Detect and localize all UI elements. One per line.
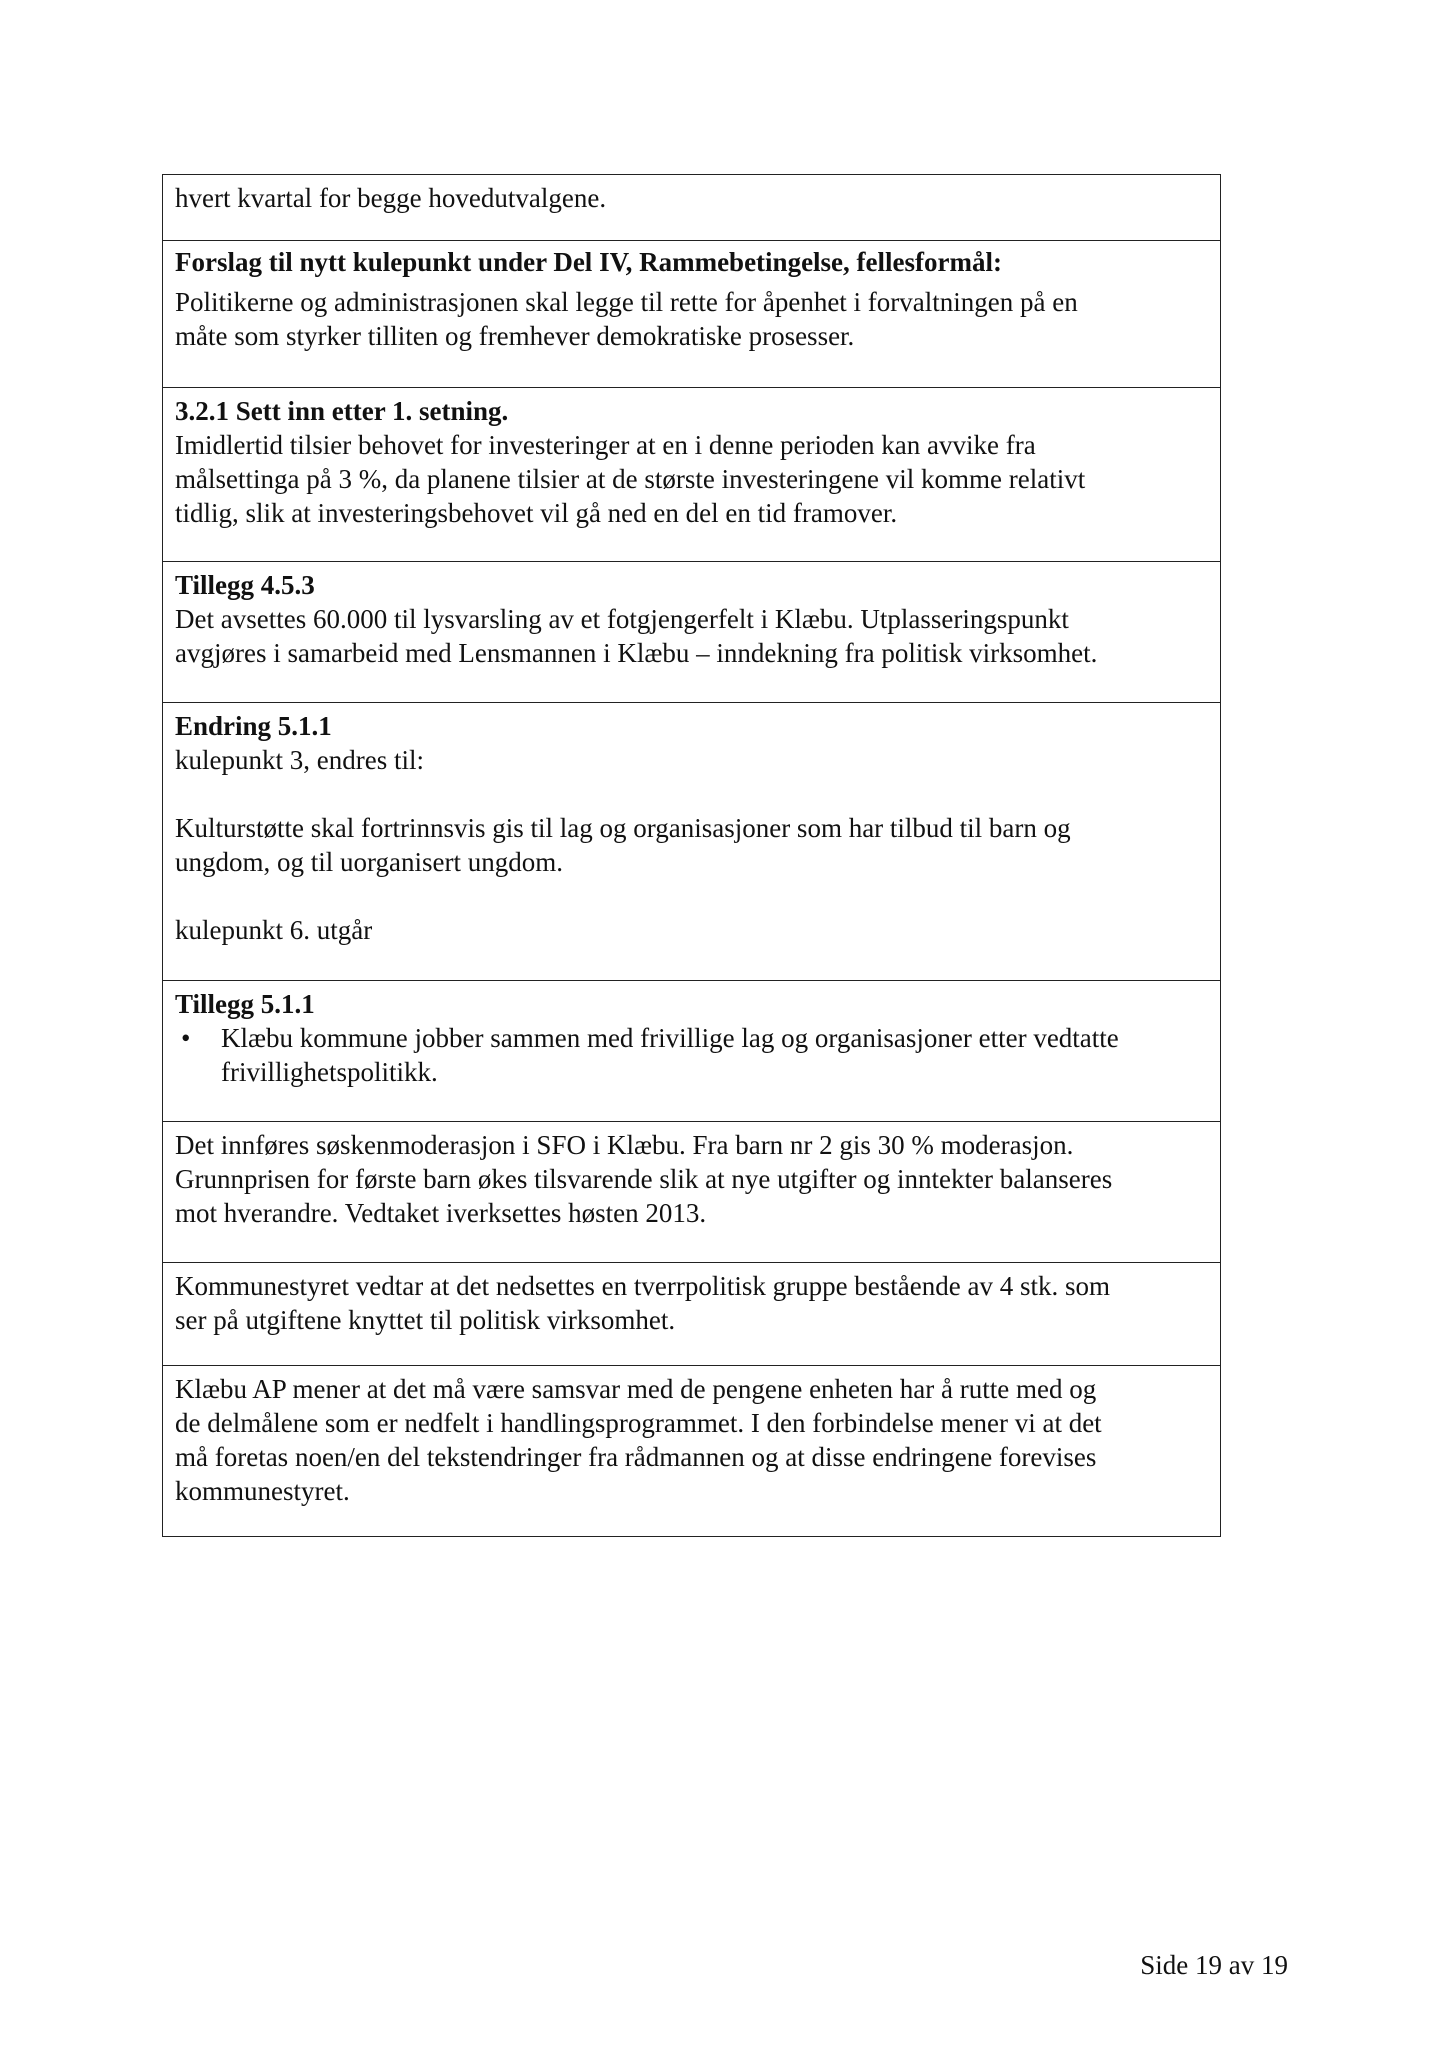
- section-heading: 3.2.1 Sett inn etter 1. setning.: [175, 396, 509, 426]
- body-line: avgjøres i samarbeid med Lensmannen i Klæbu – inndekning fra politisk virksomhet.: [175, 638, 1098, 668]
- bullet-icon: •: [181, 1023, 191, 1053]
- body-line: ungdom, og til uorganisert ungdom.: [175, 847, 563, 877]
- section-sfo-moderasjon: [163, 1121, 1220, 1262]
- body-line: målsettinga på 3 %, da planene tilsier at de største investeringene vil komme relativt: [175, 464, 1086, 494]
- section-heading: Endring 5.1.1: [175, 711, 332, 741]
- amendments-table: [162, 174, 1221, 1537]
- bullet-item: [175, 1021, 1208, 1089]
- body-line: Det avsettes 60.000 til lysvarsling av et fotgjengerfelt i Klæbu. Utplasseringspunkt: [175, 604, 1069, 634]
- spacer: [175, 777, 1208, 811]
- body-line: måte som styrker tilliten og fremhever demokratiske prosesser.: [175, 321, 855, 351]
- body-line: må foretas noen/en del tekstendringer fra rådmannen og at disse endringene forevises: [175, 1442, 1097, 1472]
- body-line: de delmålene som er nedfelt i handlingsprogrammet. I den forbindelse mener vi at det: [175, 1408, 1102, 1438]
- body-line: kulepunkt 3, endres til:: [175, 745, 424, 775]
- body-line: kommunestyret.: [175, 1476, 350, 1506]
- bullet-line: frivillighetspolitikk.: [221, 1057, 438, 1087]
- section-continuation: [163, 175, 1220, 240]
- body-line: Kommunestyret vedtar at det nedsettes en tverrpolitisk gruppe bestående av 4 stk. som: [175, 1271, 1111, 1301]
- section-3-2-1: [163, 387, 1220, 561]
- section-tverrpolitisk-gruppe: [163, 1262, 1220, 1365]
- section-klaebu-ap: [163, 1365, 1220, 1536]
- body-line: Grunnprisen for første barn økes tilsvarende slik at nye utgifter og inntekter balanseres: [175, 1164, 1113, 1194]
- section-heading: Forslag til nytt kulepunkt under Del IV, Rammebetingelse, fellesformål:: [175, 247, 1002, 277]
- section-heading: Tillegg 5.1.1: [175, 989, 315, 1019]
- section-fellesformal: [163, 240, 1220, 387]
- bullet-line: Klæbu kommune jobber sammen med frivillige lag og organisasjoner etter vedtatte: [221, 1023, 1119, 1053]
- body-line: Imidlertid tilsier behovet for investeringer at en i denne perioden kan avvike fra: [175, 430, 1036, 460]
- continuation-text: hvert kvartal for begge hovedutvalgene.: [175, 183, 607, 213]
- body-line: mot hverandre. Vedtaket iverksettes høsten 2013.: [175, 1198, 707, 1228]
- section-heading: Tillegg 4.5.3: [175, 570, 315, 600]
- body-line: Klæbu AP mener at det må være samsvar med de pengene enheten har å rutte med og: [175, 1374, 1097, 1404]
- spacer: [175, 879, 1208, 913]
- body-line: kulepunkt 6. utgår: [175, 915, 373, 945]
- body-line: Kulturstøtte skal fortrinnsvis gis til lag og organisasjoner som har tilbud til barn og: [175, 813, 1071, 843]
- body-line: Politikerne og administrasjonen skal legge til rette for åpenhet i forvaltningen på en: [175, 287, 1078, 317]
- section-tillegg-4-5-3: [163, 561, 1220, 702]
- section-tillegg-5-1-1: [163, 980, 1220, 1121]
- body-line: Det innføres søskenmoderasjon i SFO i Klæbu. Fra barn nr 2 gis 30 % moderasjon.: [175, 1130, 1074, 1160]
- body-line: tidlig, slik at investeringsbehovet vil gå ned en del en tid framover.: [175, 498, 898, 528]
- section-endring-5-1-1: [163, 702, 1220, 980]
- body-line: ser på utgiftene knyttet til politisk virksomhet.: [175, 1305, 676, 1335]
- page-number: Side 19 av 19: [1140, 1950, 1288, 1980]
